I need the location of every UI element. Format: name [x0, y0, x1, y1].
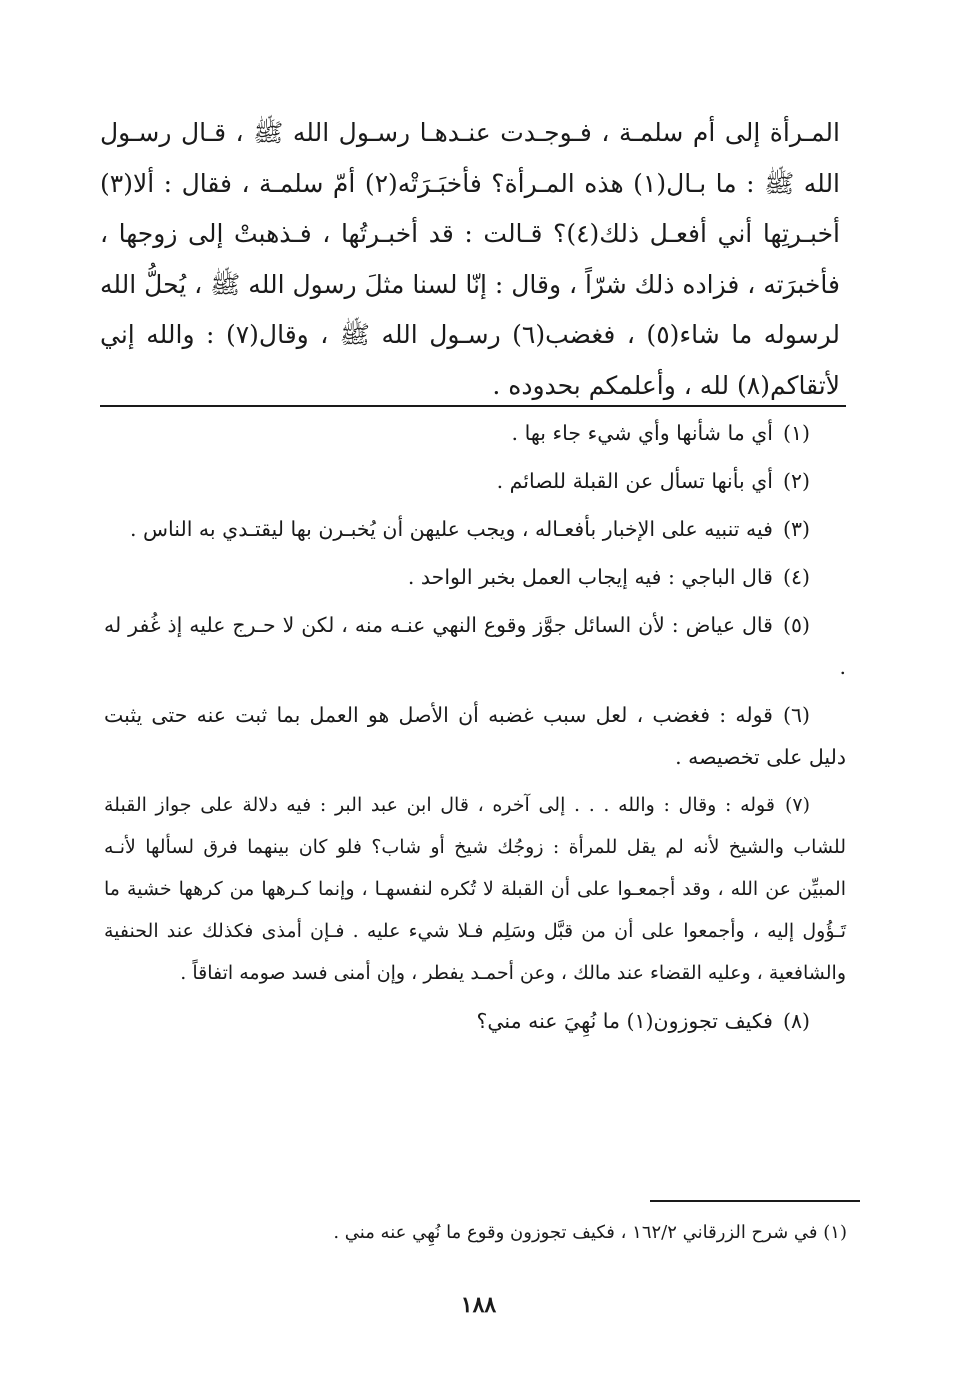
footnote-number: (٣) [782, 517, 810, 541]
footnote-number: (٢) [782, 469, 810, 493]
footnote-text: قال عياض : لأن السائل جوَّز وقوع النهي عنـه منه ، لكن لا حـرج عليه إذ غُفر له . [104, 613, 846, 679]
footnote-text: أي بأنها تسأل عن القبلة للصائم . [496, 469, 773, 493]
footnote-number: (٧) [784, 794, 810, 816]
main-text: المـرأة إلى أم سلمـة ، فـوجـدت عنـدهـا رسـول الله ﷺ ، قـال رسـول الله ﷺ : ما بـال(١) هذه المـرأة؟ فأخبَـرَتْه(٢) أمّ سلمـة ، فقال : ألا(٣) أخبـرتِها أني أفعـل ذلك(٤)؟ قـالت : قد أخبـرتُها ، فـذهبتْ إلى زوجها ، فأخبرَته ، فزاده ذلك شرّاً ، وقال : إنّا لسنا مثلَ رسول الله ﷺ ، يُحلُّ الله لرسوله ما شاء(٥) ، فغضب(٦) رسـول الله ﷺ ، وقال(٧) : والله إني لأتقاكم(٨) لله ، وأعلمكم بحدوده . [99, 118, 841, 400]
subnote [333, 1218, 847, 1248]
footnote-number: (٤) [782, 565, 810, 589]
footnote-3 [104, 508, 846, 550]
footnote-text: أي ما شأنها وأي شيء جاء بها . [511, 421, 773, 445]
footnote-8 [104, 1000, 846, 1042]
footnote-number: (٥) [782, 613, 810, 637]
footnote-5 [104, 604, 846, 688]
page-number: ١٨٨ [460, 1292, 497, 1318]
subnote-number: (١) [823, 1222, 847, 1243]
footnote-7 [104, 784, 846, 994]
footnote-number: (١) [782, 421, 810, 445]
footnote-text: قوله : وقال : والله . . . إلى آخره ، قال ابن عبد البر : فيه دلالة على جواز القبلة للشاب والشيخ لأنه لم يقل للمرأة : زوجُك شيخ أو شاب؟ فلو كان بينهما فرق لسألها لأنـه المبيِّن عن الله ، وقد أجمعـوا على أن القبلة لا تُكره لنفسهـا ، وإنما كـرهها من كرهها خشية ما تَـؤُول إليه ، وأجمعوا على أن من قبَّل وسَلِم فـلا شيء عليه . فـإن أمذى فكذلك عند الحنفية والشافعية ، وعليه القضاء عند مالك ، وعن أحمـد يفطر ، وإن أمنى فسد صومه اتفاقاً . [104, 794, 846, 984]
footnote-number: (٨) [782, 1009, 810, 1033]
footnote-1 [104, 412, 846, 454]
subnote-text: في شرح الزرقاني ١٦٢/٢ ، فكيف تجوزون وقوع ما نُهِي عنه مني . [333, 1222, 818, 1243]
footnote-text: قوله : فغضب ، لعل سبب غضبه أن الأصل هو العمل بما ثبت عنه حتى يثبت دليل على تخصيصه . [104, 703, 846, 769]
footnote-number: (٦) [782, 703, 810, 727]
subnote-separator [650, 1200, 860, 1202]
footnotes [104, 412, 846, 1042]
footnote-text: فيه تنبيه على الإخبار بأفعـاله ، ويجب عليهن أن يُخبـرن بها ليقتـدي به الناس . [129, 517, 773, 541]
footnote-6 [104, 694, 846, 778]
footnote-2 [104, 460, 846, 502]
footnote-text: فكيف تجوزون(١) ما نُهِيَ عنه مني؟ [476, 1009, 773, 1033]
footnote-separator [100, 405, 846, 407]
footnote-text: قال الباجي : فيه إيجاب العمل بخبر الواحد . [407, 565, 773, 589]
footnote-4 [104, 556, 846, 598]
